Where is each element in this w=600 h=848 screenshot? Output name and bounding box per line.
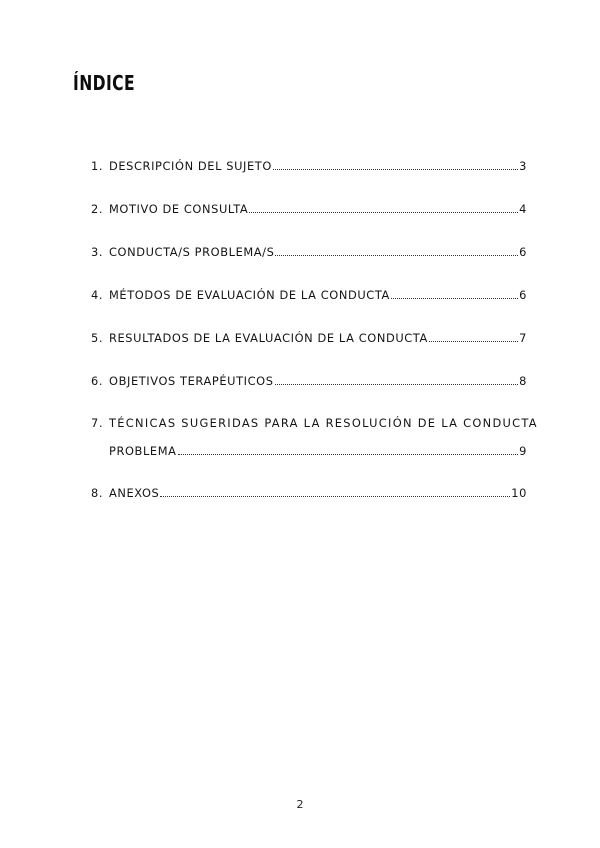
toc-entry-title: RESULTADOS DE LA EVALUACIÓN DE LA CONDUCTA: [109, 331, 428, 345]
dot-leader: [273, 168, 518, 170]
toc-entry-page: 6: [519, 245, 527, 259]
toc-entry-page: 4: [519, 202, 527, 216]
dot-leader: [275, 383, 519, 385]
toc-entry-title-line2: PROBLEMA: [109, 444, 177, 458]
dot-leader: [275, 254, 518, 256]
dot-leader: [391, 297, 518, 299]
toc-entry-page: 7: [519, 331, 527, 345]
toc-entry-page: 9: [519, 444, 527, 458]
toc-entry-title: MOTIVO DE CONSULTA: [109, 202, 249, 216]
toc-entry-2[interactable]: [91, 199, 527, 220]
dot-leader: [160, 495, 510, 497]
dot-leader: [429, 340, 518, 342]
page-number: 2: [296, 798, 304, 811]
toc-entry-8[interactable]: [91, 483, 527, 504]
toc-entry-title: OBJETIVOS TERAPÉUTICOS: [109, 374, 274, 388]
toc-entry-number: 6.: [91, 374, 104, 388]
toc-entry-title: ANEXOS: [109, 486, 160, 500]
toc-entry-title: DESCRIPCIÓN DEL SUJETO: [109, 159, 272, 173]
toc-entry-title: CONDUCTA/S PROBLEMA/S: [109, 245, 275, 259]
toc-entry-page: 10: [511, 486, 527, 500]
toc-entry-number: 5.: [91, 331, 104, 345]
toc-entry-5[interactable]: [91, 328, 527, 349]
page-title: ÍNDICE: [73, 71, 136, 95]
toc-entry-number: 4.: [91, 288, 104, 302]
toc-entry-title-line1: TÉCNICAS SUGERIDAS PARA LA RESOLUCIÓN DE LA CONDUCTA: [109, 416, 538, 430]
dot-leader: [178, 453, 519, 455]
toc-entry-number: 2.: [91, 202, 104, 216]
toc-entry-1[interactable]: [91, 156, 527, 177]
toc-entry-number: 3.: [91, 245, 104, 259]
dot-leader: [249, 211, 518, 213]
toc-entry-page: 8: [519, 374, 527, 388]
toc-entry-3[interactable]: [91, 242, 527, 263]
toc-entry-title: MÉTODOS DE EVALUACIÓN DE LA CONDUCTA: [109, 288, 390, 302]
toc-entry-page: 6: [519, 288, 527, 302]
toc-entry-number: 7.: [91, 416, 104, 430]
toc-entry-4[interactable]: [91, 285, 527, 306]
toc-entry-page: 3: [519, 159, 527, 173]
toc-entry-number: 8.: [91, 486, 104, 500]
toc-entry-7[interactable]: [91, 413, 538, 462]
toc-entry-number: 1.: [91, 159, 104, 173]
toc-entry-6[interactable]: [91, 371, 527, 392]
